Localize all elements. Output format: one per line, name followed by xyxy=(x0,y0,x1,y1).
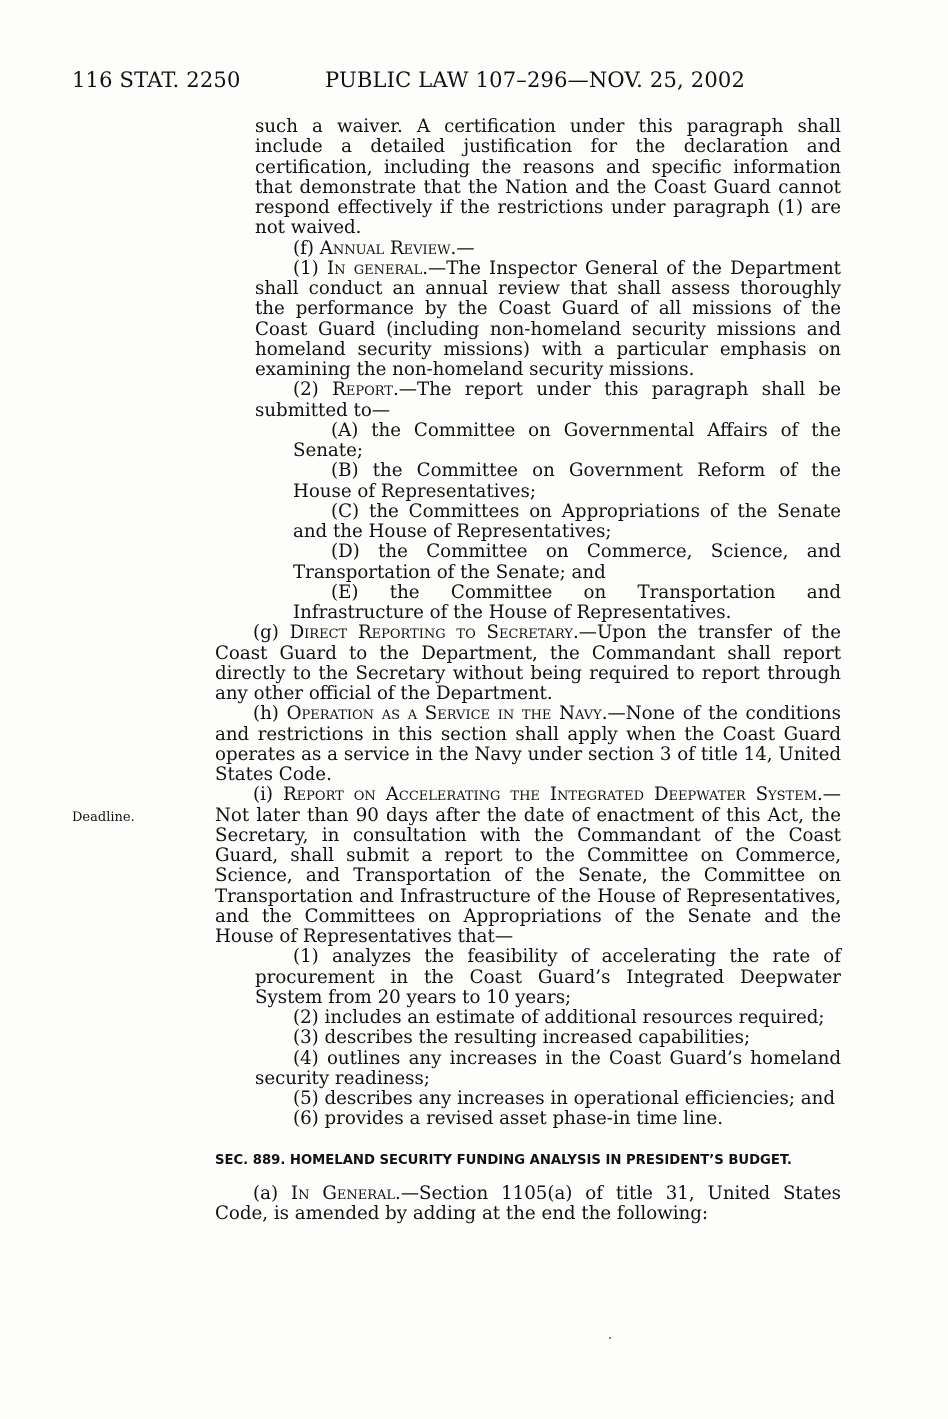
margin-note-deadline: Deadline. xyxy=(72,810,135,825)
paragraph-i5: (5) describes any increases in operational efficiencies; and xyxy=(293,1088,835,1109)
paragraph-f1-head: In general xyxy=(326,257,423,279)
subsection-g-head: Direct Reporting to Secretary xyxy=(289,622,574,644)
running-header: PUBLIC LAW 107–296—NOV. 25, 2002 xyxy=(325,68,746,92)
paragraph-f1-text: .—The Inspector General of the Department shall conduct an annual review that shall assess thoroughly the performance by the Coast Guard of all missions of the Coast Guard (including non-homeland security missions and homeland security missions) with a particular emphasis on examining the non-homeland security missions. xyxy=(255,257,841,380)
subparagraph-f-C: (C) the Committees on Appropriations of the Senate and the House of Representatives; xyxy=(293,500,841,542)
subsection-i-text: .—Not later than 90 days after the date of enactment of this Act, the Secretary, in consultation with the Commandant of the Coast Guard, shall submit a report to the Committee on Commerce, Science, and Transportation of the Senate, the Committee on Transportation and Infrastructure of the House of Representatives, and the Committees on Appropriations of the Senate and the House of Representatives that— xyxy=(215,784,841,947)
paragraph-f2-prefix: (2) xyxy=(293,379,333,401)
subsection-889-a-prefix: (a) xyxy=(253,1182,291,1204)
subsection-i-prefix: (i) xyxy=(253,784,283,806)
subsection-f-prefix: (f) xyxy=(293,237,320,259)
subsection-h xyxy=(215,704,841,785)
subsection-889-a xyxy=(215,1184,841,1225)
subparagraph-f-D: (D) the Committee on Commerce, Science, and Transportation of the Senate; and xyxy=(293,541,841,583)
section-889-title: HOMELAND SECURITY FUNDING ANALYSIS IN PRESIDENT’S BUDGET. xyxy=(289,1152,792,1168)
subsection-g-prefix: (g) xyxy=(253,622,290,644)
paragraph-f1 xyxy=(215,259,841,381)
paragraph-i6: (6) provides a revised asset phase-in time line. xyxy=(293,1108,724,1130)
paragraph-f1-prefix: (1) xyxy=(293,257,327,279)
subsection-889-a-head: In General xyxy=(290,1182,396,1204)
subsection-f-head: Annual Review xyxy=(319,237,451,259)
paragraph-i2: (2) includes an estimate of additional resources required; xyxy=(293,1007,825,1028)
subsection-h-text: .—None of the conditions and restrictions in this section shall apply when the Coast Guard operates as a service in the Navy under section 3 of title 14, United States Code. xyxy=(215,703,841,785)
paragraph-i3: (3) describes the resulting increased capabilities; xyxy=(293,1027,751,1049)
paragraph-waiver-continued: such a waiver. A certification under this paragraph shall include a detailed justification for the declaration and certification, including the reasons and specific information that demonstrate that the Nation and the Coast Guard cannot respond effectively if the restrictions under paragraph (1) are not waived. xyxy=(255,116,841,239)
subsection-h-head: Operation as a Service in the Navy xyxy=(286,703,602,725)
subsection-f-tail: .— xyxy=(450,237,475,259)
section-889-heading xyxy=(215,1152,841,1170)
subsection-i-head: Report on Accelerating the Integrated Deepwater System xyxy=(282,784,818,806)
paragraph-f2-text: .—The report under this paragraph shall be submitted to— xyxy=(255,379,841,421)
paragraph-i1: (1) analyzes the feasibility of accelerating the rate of procurement in the Coast Guard’s Integrated Deepwater System from 20 years to 10 years; xyxy=(255,946,841,1008)
subparagraph-f-E: (E) the Committee on Transportation and Infrastructure of the House of Representatives. xyxy=(293,581,841,623)
subsection-g-text: .—Upon the transfer of the Coast Guard to the Department, the Commandant shall report directly to the Secretary without being required to report through any other official of the Department. xyxy=(215,622,841,704)
subparagraph-f-B: (B) the Committee on Government Reform of the House of Representatives; xyxy=(293,460,841,502)
subsection-h-prefix: (h) xyxy=(253,703,287,725)
subsection-g xyxy=(215,623,841,704)
subsection-889-a-text: .—Section 1105(a) of title 31, United States Code, is amended by adding at the end the following: xyxy=(215,1182,841,1224)
document-body xyxy=(215,117,841,1224)
subsection-i xyxy=(215,785,841,947)
subsection-f-heading xyxy=(215,239,841,259)
section-889-number: SEC. 889. xyxy=(215,1152,290,1168)
paragraph-i4: (4) outlines any increases in the Coast Guard’s homeland security readiness; xyxy=(255,1047,841,1089)
print-speck xyxy=(609,1337,611,1339)
paragraph-f2 xyxy=(215,380,841,421)
subparagraph-f-A: (A) the Committee on Governmental Affairs of the Senate; xyxy=(293,419,841,461)
statute-page-number: 116 STAT. 2250 xyxy=(72,68,241,92)
paragraph-f2-head: Report xyxy=(332,379,393,401)
